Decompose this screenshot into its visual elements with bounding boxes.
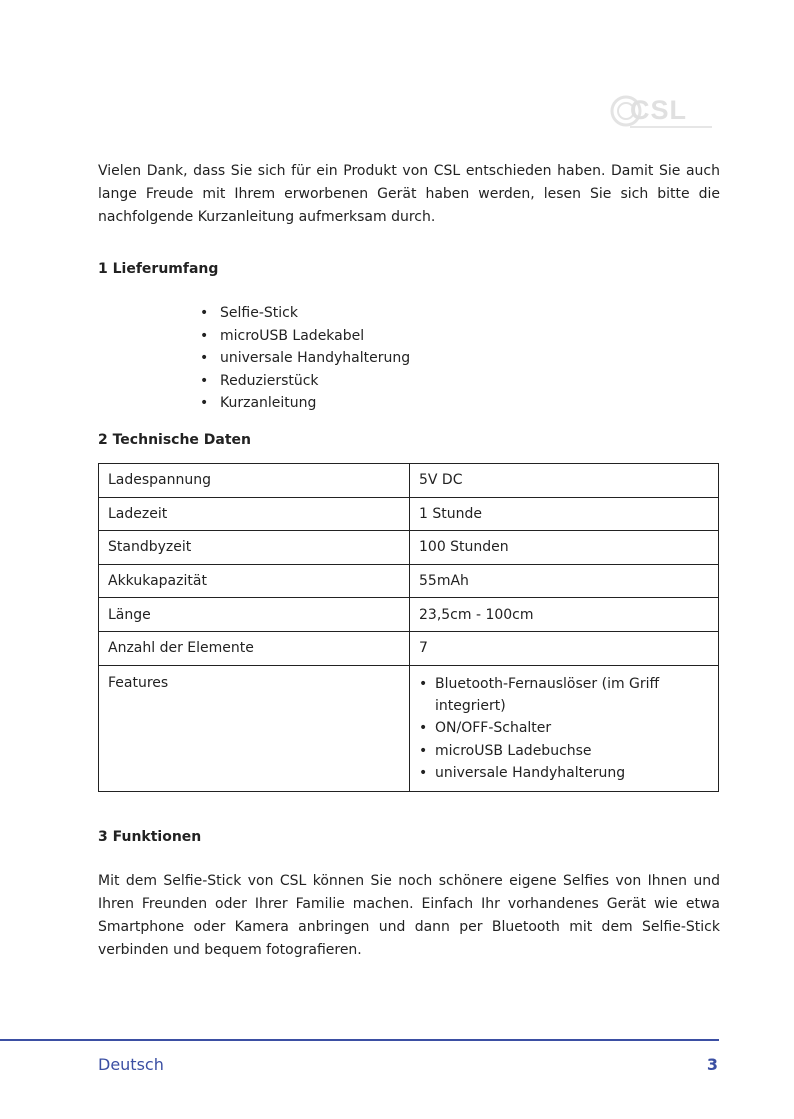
table-row: [99, 497, 719, 531]
spec-label: Länge: [99, 598, 410, 632]
table-row: [99, 631, 719, 665]
spec-label: Standbyzeit: [99, 531, 410, 565]
table-row: [99, 531, 719, 565]
table-row: [99, 598, 719, 632]
intro-paragraph: Vielen Dank, dass Sie sich für ein Produkt von CSL entschieden haben. Damit Sie auch lange Freude mit Ihrem erworbenen Gerät haben werden, lesen Sie sich bitte die nachfolgende Kurzanleitung aufmerksam durch.: [98, 163, 720, 225]
spec-value: 5V DC: [410, 464, 719, 498]
spec-value: 7: [410, 631, 719, 665]
scope-list: [198, 302, 410, 415]
list-item: • microUSB Ladekabel: [198, 325, 410, 348]
list-item: • microUSB Ladebuchse: [419, 740, 709, 762]
list-item: • universale Handyhalterung: [198, 347, 410, 370]
spec-label: Ladespannung: [99, 464, 410, 498]
table-row: [99, 564, 719, 598]
footer-divider: [0, 1039, 719, 1041]
feature-list: [419, 673, 709, 785]
section-title-specs: 2 Technische Daten: [98, 432, 252, 448]
spec-label: Features: [99, 665, 410, 791]
specs-table: [98, 463, 719, 792]
spec-label: Akkukapazität: [99, 564, 410, 598]
section-title-functions: 3 Funktionen: [98, 829, 202, 845]
list-item: • universale Handyhalterung: [419, 762, 709, 784]
spec-value: 100 Stunden: [410, 531, 719, 565]
list-item: • Bluetooth-Fernauslöser (im Griff integriert): [419, 673, 709, 718]
spec-label: Ladezeit: [99, 497, 410, 531]
spec-label: Anzahl der Elemente: [99, 631, 410, 665]
table-row-features: [99, 665, 719, 791]
spec-value: 23,5cm - 100cm: [410, 598, 719, 632]
list-item: • Selfie-Stick: [198, 302, 410, 325]
logo-text: CSL: [630, 95, 687, 125]
list-item: • ON/OFF-Schalter: [419, 717, 709, 739]
section-title-scope: 1 Lieferumfang: [98, 261, 219, 277]
page-number: 3: [706, 1055, 718, 1074]
spec-value: 55mAh: [410, 564, 719, 598]
list-item: • Reduzierstück: [198, 370, 410, 393]
list-item: • Kurzanleitung: [198, 392, 410, 415]
table-row: [99, 464, 719, 498]
footer-language: Deutsch: [98, 1055, 164, 1074]
csl-logo: [610, 92, 714, 130]
spec-value-features: [410, 665, 719, 791]
spec-value: 1 Stunde: [410, 497, 719, 531]
functions-paragraph: Mit dem Selfie-Stick von CSL können Sie noch schönere eigene Selfies von Ihnen und Ihren Freunden oder Ihrer Familie machen. Einfach Ihr vorhandenes Gerät wie etwa Smartphone oder Kamera anbringen und dann per Bluetooth mit dem Selfie-Stick verbinden und bequem fotografieren.: [98, 873, 720, 958]
